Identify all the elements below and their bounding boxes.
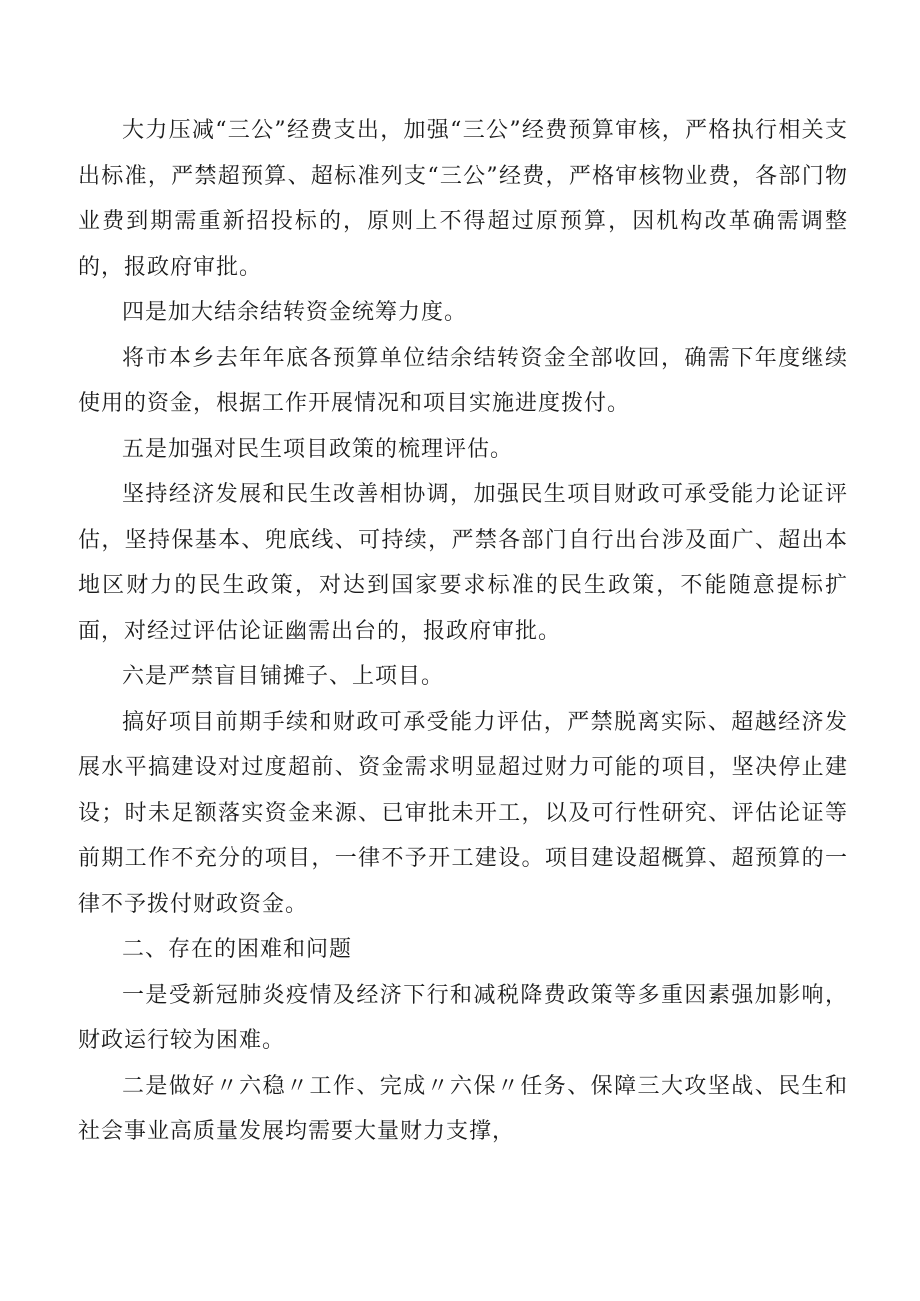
paragraph-balance-funds: 将市本乡去年年底各预算单位结余结转资金全部收回，确需下年度继续使用的资金，根据工作开展情况和项目实施进度拨付。	[78, 345, 848, 416]
paragraph-heading-item-four: 四是加大结余结转资金统筹力度。	[122, 300, 468, 325]
paragraph-difficulty-two: 二是做好〃六稳〃工作、完成〃六保〃任务、保障三大攻坚战、民生和社会事业高质量发展均需要大量财力支撑，	[78, 1073, 848, 1144]
paragraph-heading-item-six: 六是严禁盲目铺摊子、上项目。	[122, 664, 445, 689]
paragraph-heading-item-five: 五是加强对民生项目政策的梳理评估。	[122, 436, 514, 462]
paragraph-project-control: 搞好项目前期手续和财政可承受能力评估，严禁脱离实际、超越经济发展水平搞建设对过度超前、资金需求明显超过财力可能的项目，坚决停止建设；时未足额落实资金来源、已审批未开工，以及可行性研究、评估论证等前期工作不充分的项目，一律不予开工建设。项目建设超概算、超预算的一律不予拨付财政资金。	[78, 709, 848, 917]
paragraph-livelihood-policy: 坚持经济发展和民生改善相协调，加强民生项目财政可承受能力论证评估，坚持保基本、兜底线、可持续，严禁各部门自行出台涉及面广、超出本地区财力的民生政策，对达到国家要求标准的民生政策，不能随意提标扩面，对经过评估论证幽需出台的，报政府审批。	[78, 482, 848, 644]
section-heading-difficulties: 二、存在的困难和问题	[122, 937, 353, 962]
paragraph-difficulty-one: 一是受新冠肺炎疫情及经济下行和减税降费政策等多重因素强加影响，财政运行较为困难。	[78, 982, 848, 1053]
document-body	[78, 108, 848, 1155]
paragraph-sangong-expenses: 大力压减“三公”经费支出，加强“三公”经费预算审核，严格执行相关支出标准，严禁超预算、超标准列支“三公”经费，严格审核物业费，各部门物业费到期需重新招投标的，原则上不得超过原预算，因机构改革确需调整的，报政府审批。	[78, 118, 848, 280]
